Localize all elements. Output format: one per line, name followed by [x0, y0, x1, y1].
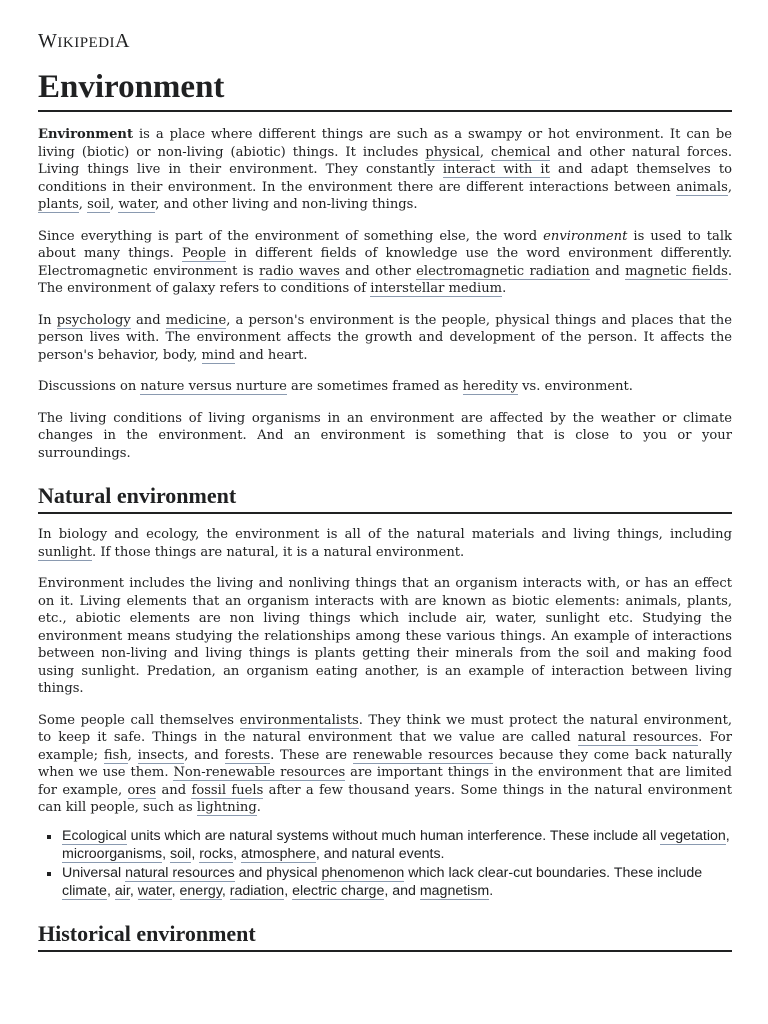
natural-list	[38, 827, 732, 900]
intro-paragraph-2	[38, 228, 732, 298]
text: ,	[162, 845, 171, 862]
link-fish[interactable]: fish	[103, 747, 128, 763]
text: and	[130, 312, 166, 328]
text: , and	[184, 747, 225, 763]
intro-paragraph-5: The living conditions of living organisms in an environment are affected by the weather or climate changes in the environment. And an environment is something that is close to you or your surroundings.	[38, 410, 732, 461]
link-soil[interactable]: soil	[170, 845, 192, 862]
text: because they come back naturally when we use them.	[38, 747, 733, 780]
link-soil[interactable]: soil	[87, 197, 111, 212]
text: , a person's environment is the people, physical things and places that the person lives with. The environment affects the growth and development of the person. It affects the person's behavior, body,	[38, 312, 732, 363]
text: after a few thousand years. Some things in the natural environment can kill people, such as	[38, 782, 732, 815]
text: Discussions on	[38, 379, 141, 394]
link-magnetism[interactable]: magnetism	[419, 882, 490, 899]
text: and other natural forces. Living things live in their environment. They constantly	[38, 144, 733, 177]
text: ,	[106, 882, 115, 899]
text: .	[489, 882, 494, 899]
intro-paragraph-3	[38, 312, 732, 365]
link-nature-versus-nurture[interactable]: nature versus nurture	[140, 379, 287, 394]
text: ,	[191, 845, 200, 862]
link-climate[interactable]: climate	[62, 882, 107, 899]
link-electric-charge[interactable]: electric charge	[292, 882, 385, 899]
text: and	[156, 782, 192, 798]
text: . If those things are natural, it is a natural environment.	[92, 544, 465, 560]
link-renewable-resources[interactable]: renewable resources	[352, 747, 494, 763]
link-interact-with-it[interactable]: interact with it	[442, 162, 550, 177]
link-interstellar-medium[interactable]: interstellar medium	[370, 281, 503, 296]
text: units which are natural systems without much human interference. These include all	[126, 827, 661, 844]
list-item	[62, 864, 732, 900]
link-sunlight[interactable]: sunlight	[38, 544, 93, 560]
text: ,	[233, 845, 241, 862]
text: ,	[221, 882, 230, 899]
text: ,	[110, 197, 119, 212]
text: ,	[127, 747, 138, 763]
text: ,	[479, 144, 492, 160]
text: ,	[725, 827, 730, 844]
text: which lack clear-cut boundaries. These include	[404, 864, 703, 881]
text: In biology and ecology, the environment is all of the natural materials and living things, including	[38, 527, 732, 542]
text: ,	[129, 882, 138, 899]
link-plants[interactable]: plants	[38, 197, 79, 212]
text: and physical	[234, 864, 322, 881]
natural-paragraph-2: Environment includes the living and nonliving things that an organism interacts with, or has an effect on it. Living elements that an organism interacts with are known as biotic elements: animals, plants, etc., abiotic elements are non living things which include air, water, sunlight etc. Studying the environment means studying the relationships among these various things. An example of interactions between non-living and living things is plants getting their minerals from the soil and making food using sunlight. Predation, an organism eating another, is an example of interaction between living things.	[38, 576, 732, 696]
link-rocks[interactable]: rocks	[199, 845, 234, 862]
text: is used to talk about many things.	[38, 228, 732, 261]
text: and other	[339, 263, 417, 279]
text: and adapt themselves to conditions in their environment. In the environment there are different interactions between	[38, 162, 733, 195]
wikipedia-wordmark[interactable]	[38, 30, 732, 56]
link-air[interactable]: air	[114, 882, 130, 899]
intro-paragraph-4	[38, 378, 732, 396]
natural-paragraph-1	[38, 526, 732, 561]
text: In	[38, 312, 57, 328]
link-heredity[interactable]: heredity	[462, 379, 518, 394]
text: . These are	[270, 747, 353, 763]
link-people[interactable]: People	[181, 246, 227, 261]
text: . They think we must protect the natural environment, to keep it safe. Things in the natural environment that we value are called	[38, 712, 732, 745]
section-heading-historical-environment: Historical environment	[38, 920, 732, 952]
link-environmentalists[interactable]: environmentalists	[239, 712, 359, 728]
text: ,	[78, 197, 88, 212]
text: .	[502, 281, 507, 296]
text: ,	[284, 882, 293, 899]
link-electromagnetic-radiation[interactable]: electromagnetic radiation	[416, 263, 590, 279]
emphasis: environment	[543, 228, 628, 244]
list-item	[62, 827, 732, 863]
wordmark-first: W	[38, 30, 58, 52]
text: , and other living and non-living things.	[155, 197, 418, 212]
link-non-renewable-resources[interactable]: Non-renewable resources	[173, 765, 346, 780]
text: . For example;	[38, 730, 732, 763]
intro-paragraph-1	[38, 126, 732, 214]
wordmark-last: A	[115, 30, 130, 52]
link-chemical[interactable]: chemical	[491, 144, 551, 160]
text: Since everything is part of the environment of something else, the word	[38, 228, 544, 244]
link-radio-waves[interactable]: radio waves	[259, 263, 340, 279]
text: .	[256, 800, 261, 815]
link-physical[interactable]: physical	[425, 144, 480, 160]
link-radiation[interactable]: radiation	[229, 882, 285, 899]
text: and heart.	[234, 347, 308, 363]
text: . The environment of galaxy refers to conditions of	[38, 263, 732, 296]
link-fossil-fuels[interactable]: fossil fuels	[191, 782, 264, 798]
link-ores[interactable]: ores	[127, 782, 157, 798]
link-atmosphere[interactable]: atmosphere	[241, 845, 316, 862]
link-ecological[interactable]: Ecological	[62, 827, 127, 844]
section-heading-natural-environment: Natural environment	[38, 482, 732, 514]
link-vegetation[interactable]: vegetation	[660, 827, 726, 844]
text: in different fields of knowledge use the word environment differently. Electromagnetic environment is	[38, 246, 732, 279]
article	[38, 30, 732, 952]
link-animals[interactable]: animals	[676, 179, 728, 195]
natural-paragraph-3	[38, 712, 732, 817]
link-energy[interactable]: energy	[179, 882, 222, 899]
text: vs. environment.	[518, 379, 633, 394]
text: is a place where different things are such as a swampy or hot environment. It can be living (biotic) or non-living (abiotic) things. It includes	[38, 127, 732, 160]
bold-term: Environment	[38, 127, 133, 142]
page-title: Environment	[38, 68, 732, 112]
link-natural-resources[interactable]: natural resources	[125, 864, 235, 881]
link-natural-resources[interactable]: natural resources	[577, 730, 699, 745]
link-psychology[interactable]: psychology	[56, 312, 131, 328]
text: and	[589, 263, 626, 279]
text: , and natural events.	[315, 845, 445, 862]
link-water[interactable]: water	[118, 197, 156, 212]
link-magnetic-fields[interactable]: magnetic fields	[625, 263, 728, 279]
wordmark-rest: IKIPEDI	[57, 35, 116, 51]
text: , and	[384, 882, 420, 899]
link-medicine[interactable]: medicine	[165, 312, 227, 328]
text: ,	[171, 882, 180, 899]
link-mind[interactable]: mind	[201, 347, 235, 363]
link-lightning[interactable]: lightning	[196, 800, 257, 815]
text: are sometimes framed as	[286, 379, 463, 394]
link-phenomenon[interactable]: phenomenon	[321, 864, 405, 881]
link-forests[interactable]: forests	[224, 747, 271, 763]
text: ,	[727, 179, 732, 195]
text: are important things in the environment that are limited for example,	[38, 765, 732, 798]
text: Universal	[62, 864, 126, 881]
link-insects[interactable]: insects	[137, 747, 185, 763]
link-microorganisms[interactable]: microorganisms	[62, 845, 163, 862]
text: Some people call themselves	[38, 712, 240, 728]
link-water[interactable]: water	[137, 882, 172, 899]
